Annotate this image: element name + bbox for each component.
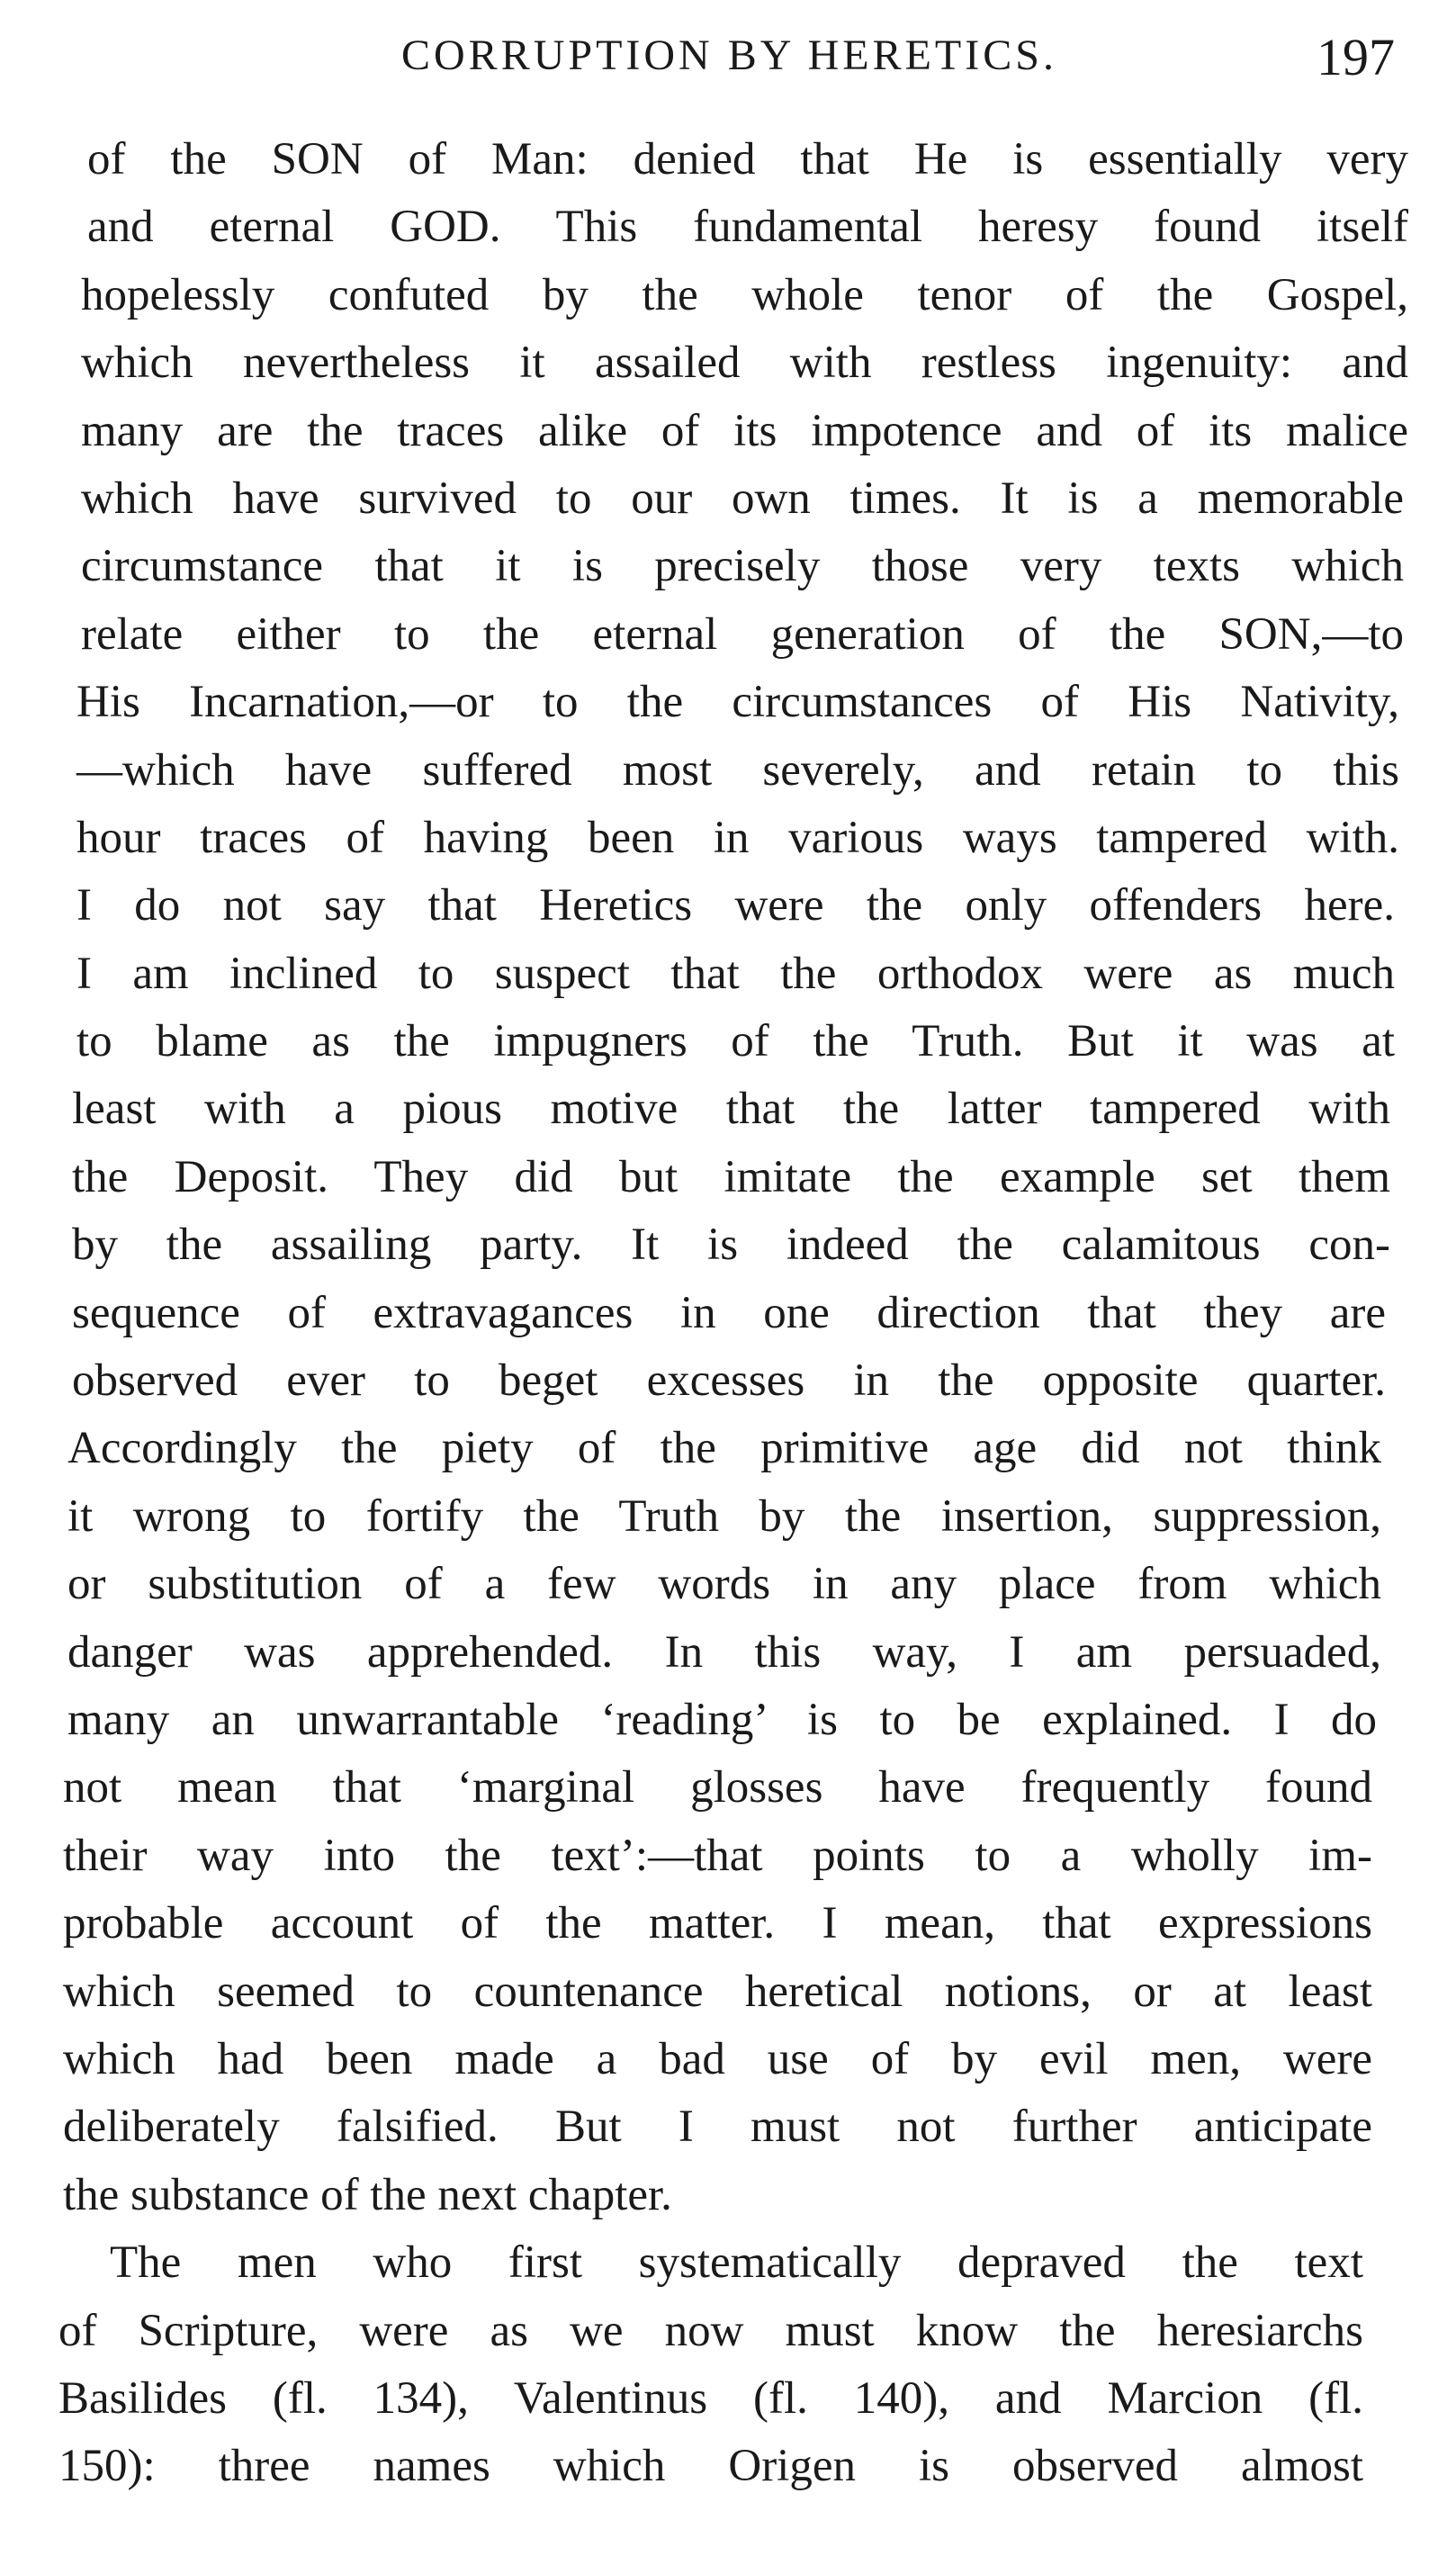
text-line: least with a pious motive that the latter tampered with [72, 1084, 1390, 1135]
text-line: many are the traces alike of its impotence and of its malice [81, 405, 1408, 456]
text-line: —which have suffered most severely, and retain to this [76, 744, 1399, 796]
text-line: danger was apprehended. In this way, I am persuaded, [67, 1626, 1381, 1678]
text-line: the Deposit. They did but imitate the example set them [72, 1151, 1390, 1202]
text-line: which nevertheless it assailed with restless ingenuity: and [81, 338, 1408, 389]
text-line: or substitution of a few words in any place from which [67, 1559, 1381, 1610]
running-title: CORRUPTION BY HERETICS. [401, 32, 1057, 79]
text-line: not mean that ‘marginal glosses have frequently found [63, 1762, 1372, 1814]
body-text [54, 126, 1408, 2501]
text-line: observed ever to beget excesses in the opposite quarter. [72, 1355, 1386, 1407]
text-line: hour traces of having been in various ways tampered with. [76, 812, 1399, 863]
text-line: their way into the text’:—that points to a wholly im- [63, 1830, 1372, 1881]
text-line: which seemed to countenance heretical notions, or at least [63, 1966, 1372, 2017]
text-line: which have survived to our own times. It is a memorable [81, 472, 1404, 524]
text-line: circumstance that it is precisely those very texts which [81, 541, 1404, 592]
text-line: and eternal GOD. This fundamental heresy found itself [87, 202, 1408, 253]
text-line: The men who first systematically depraved the text [110, 2237, 1363, 2289]
text-line: relate either to the eternal generation of the SON,—to [81, 608, 1404, 660]
text-line: sequence of extravagances in one direction that they are [72, 1287, 1386, 1338]
text-line: I am inclined to suspect that the orthodox were as much [76, 948, 1395, 999]
text-line: hopelessly confuted by the whole tenor of the Gospel, [81, 269, 1408, 320]
text-line: to blame as the impugners of the Truth. But it was at [76, 1016, 1395, 1067]
text-line: probable account of the matter. I mean, that expressions [63, 1898, 1372, 1949]
text-line: by the assailing party. It is indeed the calamitous con- [72, 1220, 1390, 1271]
running-head [63, 27, 1395, 90]
text-line: of Scripture, were as we now must know the heresiarchs [58, 2305, 1363, 2356]
text-line: it wrong to fortify the Truth by the insertion, suppression, [67, 1490, 1381, 1542]
text-line: Accordingly the piety of the primitive age did not think [67, 1423, 1381, 1474]
text-line: deliberately falsified. But I must not further anticipate [63, 2102, 1372, 2153]
text-line: His Incarnation,—or to the circumstances of His Nativity, [76, 677, 1399, 728]
page-number: 197 [1317, 28, 1395, 86]
text-line: the substance of the next chapter. [63, 2169, 672, 2220]
text-line: I do not say that Heretics were the only offenders here. [76, 880, 1395, 932]
text-line: many an unwarrantable ‘reading’ is to be explained. I do [67, 1694, 1377, 1745]
text-line: 150): three names which Origen is observed almost [58, 2441, 1363, 2492]
text-line: which had been made a bad use of by evil men, were [63, 2033, 1372, 2084]
text-line: Basilides (fl. 134), Valentinus (fl. 140), and Marcion (fl. [58, 2372, 1363, 2424]
text-line: of the SON of Man: denied that He is essentially very [87, 134, 1408, 184]
